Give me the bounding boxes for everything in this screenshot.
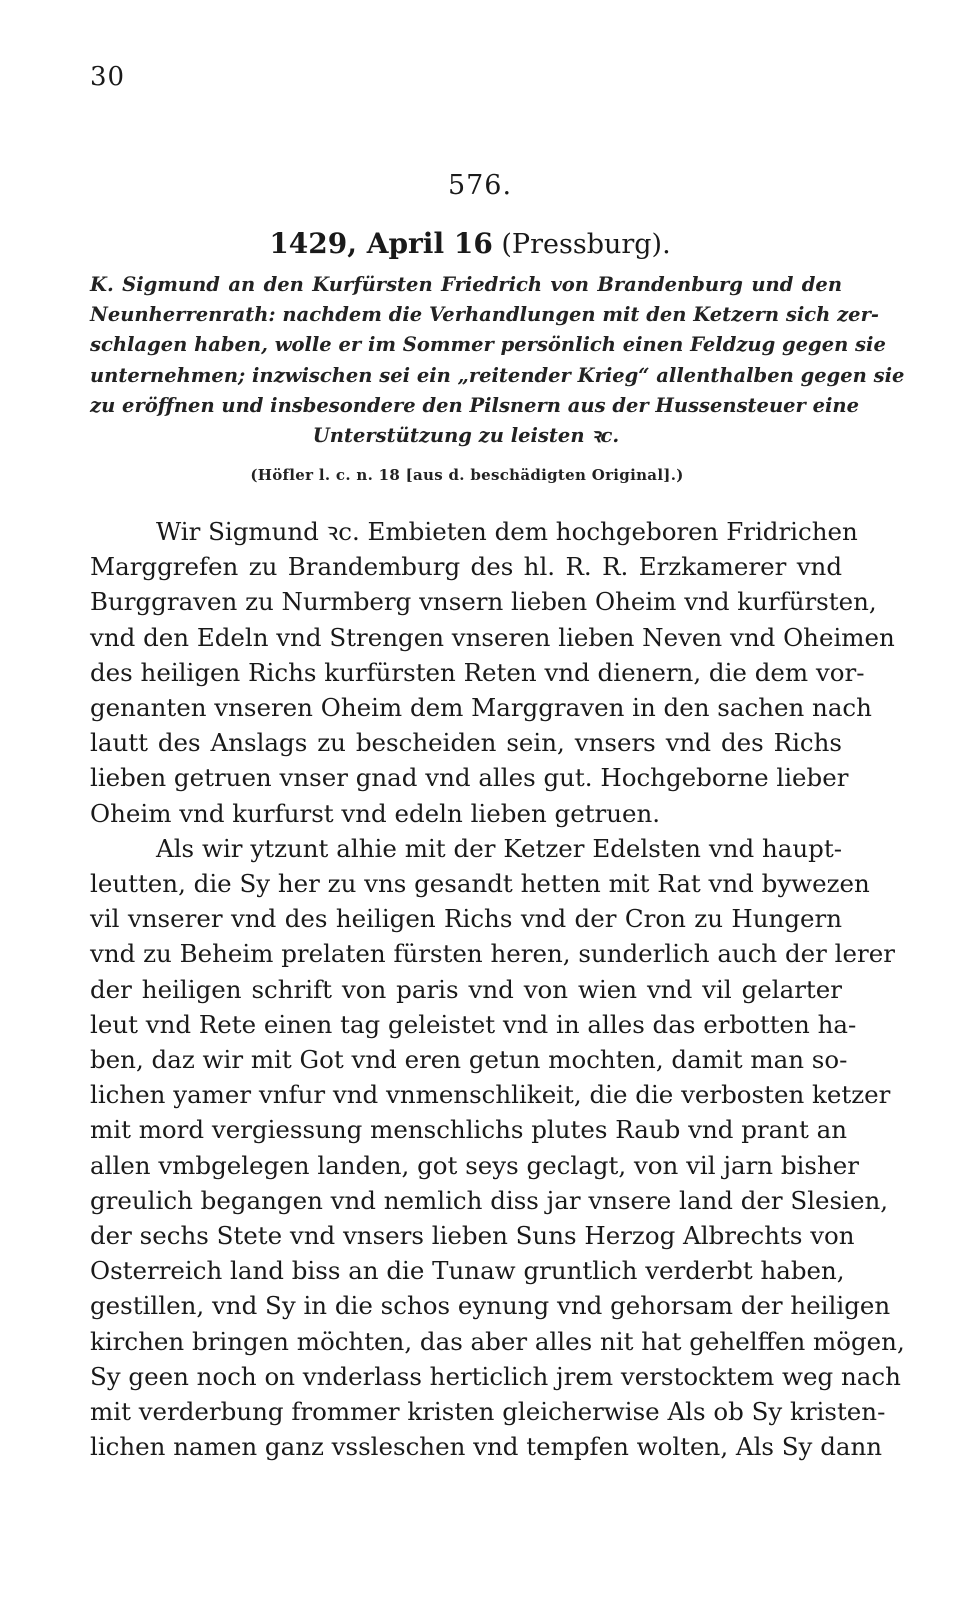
body-line: vnd zu Beheim prelaten fürsten heren, sunderlich auch der lerer [90,939,895,969]
summary-line: unternehmen; inzwischen sei ein „reitender Krieg“ allenthalben gegen sie [90,363,905,387]
summary-line: Neunherrenrath: nachdem die Verhandlungen mit den Ketzern sich zer- [90,303,879,327]
body-line: genanten vnseren Oheim dem Marggraven in den sachen nach [90,693,872,723]
body-line: vil vnserer vnd des heiligen Richs vnd der Cron zu Hungern [90,904,842,934]
body-line: lichen yamer vnfur vnd vnmenschlikeit, die die verbosten ketzer [90,1080,891,1110]
document-summary [90,270,905,451]
body-line: lautt des Anslags zu bescheiden sein, vnsers vnd des Richs [90,728,842,758]
source-citation: (Höfler l. c. n. 18 [aus d. beschädigten Original].) [250,466,684,484]
dateline-date: 1429, April 16 [269,227,493,260]
body-line: mit mord vergiessung menschlichs plutes Raub vnd prant an [90,1115,847,1145]
body-line: greulich begangen vnd nemlich diss jar vnsere land der Slesien, [90,1185,889,1215]
body-line: Osterreich land biss an die Tunaw gruntlich verderbt haben, [90,1256,845,1286]
summary-line: Unterstützung zu leisten ꝛc. [312,424,620,448]
summary-line: K. Sigmund an den Kurfürsten Friedrich von Brandenburg und den [90,273,842,296]
body-line: lieben getruen vnser gnad vnd alles gut. Hochgeborne lieber [90,763,849,793]
body-line: Oheim vnd kurfurst vnd edeln lieben getruen. [90,798,661,828]
body-line: ben, daz wir mit Got vnd eren getun mochten, damit man so- [90,1045,848,1075]
body-line: Wir Sigmund ꝛc. Embieten dem hochgeboren Fridrichen [156,517,858,546]
body-line: mit verderbung frommer kristen gleicherwise Als ob Sy kristen- [90,1397,886,1427]
body-line: Sy geen noch on vnderlass herticlich jrem verstocktem weg nach [90,1361,901,1391]
summary-line: schlagen haben, wolle er im Sommer persönlich einen Feldzug gegen sie [90,333,886,357]
body-line: kirchen bringen möchten, das aber alles nit hat gehelffen mögen, [90,1326,905,1356]
dateline-place: (Pressburg). [501,229,671,260]
body-line: leutten, die Sy her zu vns gesandt hetten mit Rat vnd bywezen [90,869,870,899]
letter-body [90,514,905,1464]
page-number: 30 [90,62,126,92]
body-line: des heiligen Richs kurfürsten Reten vnd dienern, die dem vor- [90,657,865,687]
body-line: Als wir ytzunt alhie mit der Ketzer Edelsten vnd haupt- [156,833,842,863]
document-number: 576. [447,170,513,201]
body-line: allen vmbgelegen landen, got seys geclagt, von vil jarn bisher [90,1150,859,1180]
body-line: Marggrefen zu Brandemburg des hl. R. R. Erzkamerer vnd [90,552,842,582]
body-line: der heiligen schrift von paris vnd von wien vnd vil gelarter [90,974,842,1004]
body-line: der sechs Stete vnd vnsers lieben Suns Herzog Albrechts von [90,1221,855,1251]
body-line: lichen namen ganz vssleschen vnd tempfen wolten, Als Sy dann [90,1432,883,1462]
body-line: vnd den Edeln vnd Strengen vnseren lieben Neven vnd Oheimen [90,622,895,652]
body-line: Burggraven zu Nurmberg vnsern lieben Oheim vnd kurfürsten, [90,587,877,617]
dateline [0,227,940,260]
body-line: gestillen, vnd Sy in die schos eynung vnd gehorsam der heiligen [90,1291,891,1321]
body-line: leut vnd Rete einen tag geleistet vnd in alles das erbotten ha- [90,1009,857,1039]
summary-line: zu eröffnen und insbesondere den Pilsnern aus der Hussensteuer eine [90,393,860,417]
